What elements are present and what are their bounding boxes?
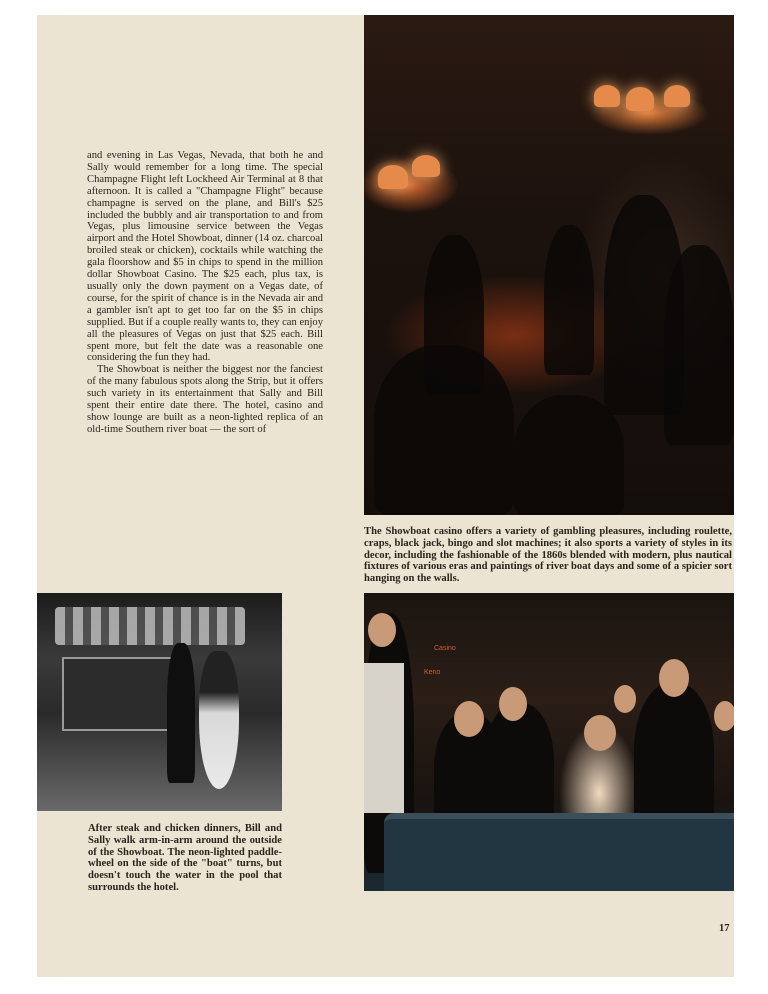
chandelier-lamp bbox=[594, 85, 620, 107]
magazine-page bbox=[37, 15, 734, 977]
onlooker-face bbox=[714, 701, 734, 731]
crowd-figure bbox=[374, 345, 514, 515]
casino-interior-photo bbox=[364, 15, 734, 515]
keno-sign: Keno bbox=[424, 669, 441, 676]
article-text-column bbox=[87, 150, 323, 436]
gaming-table-photo bbox=[364, 593, 734, 891]
onlooker-face bbox=[614, 685, 636, 713]
sally-face bbox=[584, 715, 616, 751]
bill-figure bbox=[167, 643, 195, 783]
showboat-exterior-photo bbox=[37, 593, 282, 811]
paddle-wheel-frieze bbox=[55, 607, 245, 645]
sally-figure bbox=[199, 651, 239, 789]
chandelier-lamp bbox=[626, 87, 654, 111]
player-face bbox=[454, 701, 484, 737]
showboat-photo-caption: After steak and chicken dinners, Bill and Sally walk arm-in-arm around the outside of the Showboat. The neon-lighted paddle-wheel on the side of the "boat" turns, but doesn't touch the water in the pool that surrounds the hotel. bbox=[88, 823, 282, 893]
casino-photo-caption: The Showboat casino offers a variety of gambling pleasures, including roulette, craps, black jack, bingo and slot machines; it also sports a variety of styles in its decor, including the fashionable of the 1860s blended with modern, plus nautical fixtures of various eras and paintings of river boat days and some of a spicier sort hanging on the walls. bbox=[364, 526, 732, 585]
article-paragraph: The Showboat is neither the biggest nor the fanciest of the many fabulous spots along the Strip, but it offers such variety in its entertainment that Sally and Bill spent their entire date there. The hotel, casino and show lounge are built as a neon-lighted replica of an old-time Southern river boat — the sort of bbox=[87, 364, 323, 435]
chandelier-lamp bbox=[378, 165, 408, 189]
crowd-figure bbox=[664, 245, 734, 445]
bill-face bbox=[659, 659, 689, 697]
craps-table bbox=[384, 813, 734, 891]
page-number: 17 bbox=[719, 923, 730, 934]
chandelier-lamp bbox=[664, 85, 690, 107]
player-face bbox=[499, 687, 527, 721]
chandelier-lamp bbox=[412, 155, 440, 177]
dealer-face bbox=[368, 613, 396, 647]
dealer-shirt bbox=[364, 663, 404, 813]
crowd-figure bbox=[514, 395, 624, 515]
casino-sign: Casino bbox=[434, 645, 456, 652]
crowd-figure bbox=[544, 225, 594, 375]
bill-figure bbox=[634, 683, 714, 833]
article-paragraph: and evening in Las Vegas, Nevada, that both he and Sally would remember for a long time. The special Champagne Flight left Lockheed Air Terminal at 8 that afternoon. It is called a "Champagne Flight" because champagne is served on the plane, and Bill's $25 included the bubbly and air transportation to and from Vegas, plus limousine service between the Vegas airport and the Hotel Showboat, dinner (14 oz. charcoal broiled steak or chicken), cocktails while watching the gala floorshow and $5 in chips to spend in the million dollar Showboat Casino. The $25 each, plus tax, is usually only the down payment on a Vegas date, of course, for the spirit of chance is in the Nevada air and a gambler isn't apt to get too far on the $5 in chips supplied. But if a couple really wants to, they can enjoy all the pleasures of Vegas on just that $25 each. Bill spent more, but felt the date was a reasonable one considering the fun they had. bbox=[87, 150, 323, 364]
